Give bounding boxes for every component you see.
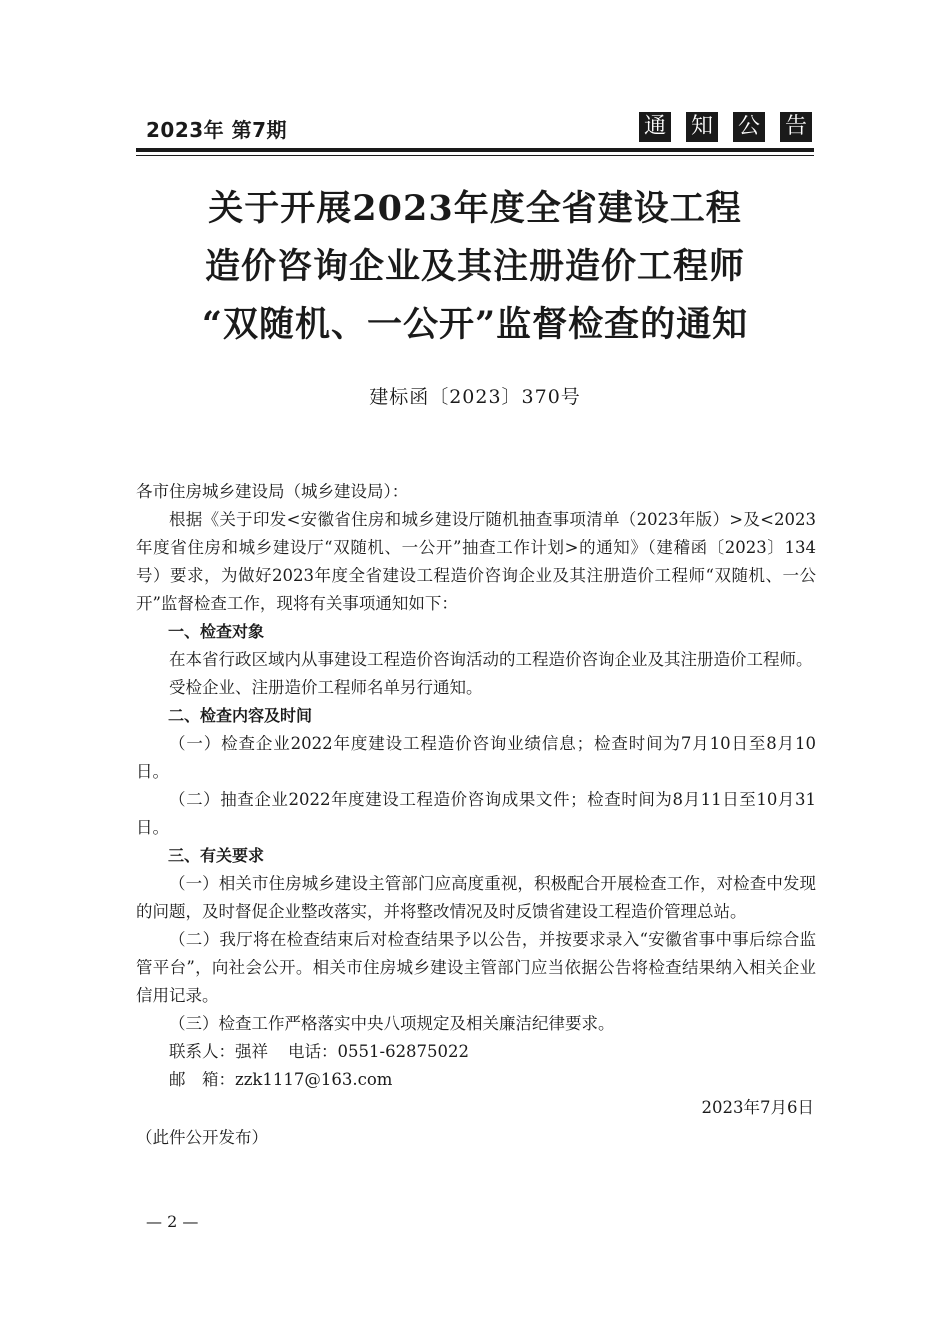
publish-note: （此件公开发布）: [136, 1128, 268, 1147]
contact-phone-label: 电话：: [288, 1042, 338, 1061]
intro-paragraph: 根据《关于印发<安徽省住房和城乡建设厅随机抽查事项清单（2023年版）>及<2023年度省住房和城乡建设厅“双随机、一公开”抽查工作计划>的通知》（建稽函〔2023〕134号）要求，为做好2023年度全省建设工程造价咨询企业及其注册造价工程师“双随机、一公开”监督检查工作，现将有关事项通知如下：: [136, 510, 816, 613]
paragraph: （三）检查工作严格落实中央八项规定及相关廉洁纪律要求。: [169, 1014, 615, 1033]
paragraph: （一）相关市住房城乡建设主管部门应高度重视，积极配合开展检查工作，对检查中发现的问题，及时督促企业整改落实，并将整改情况及时反馈省建设工程造价管理总站。: [136, 874, 816, 921]
section-heading: 二、检查内容及时间: [168, 706, 313, 725]
contact-phone: 0551-62875022: [337, 1042, 470, 1061]
section-char: 公: [733, 112, 765, 142]
header-rule-thick: [136, 148, 814, 152]
page-number: — 2 —: [146, 1212, 199, 1231]
title-line: 造价咨询企业及其注册造价工程师: [204, 246, 745, 287]
salutation: 各市住房城乡建设局（城乡建设局）：: [136, 482, 409, 501]
header-rule-thin: [136, 155, 814, 156]
document-title: [136, 180, 814, 354]
section-heading: 三、有关要求: [168, 846, 265, 865]
section-char: 知: [686, 112, 718, 142]
title-line: “双随机、一公开”监督检查的通知: [201, 304, 749, 345]
paragraph: （二）我厅将在检查结束后对检查结果予以公告，并按要求录入“安徽省事中事后综合监管平台”，向社会公开。相关市住房城乡建设主管部门应当依据公告将检查结果纳入相关企业信用记录。: [136, 930, 816, 1005]
contact-person-label: 联系人：: [169, 1042, 235, 1061]
paragraph: （一）检查企业2022年度建设工程造价咨询业绩信息；检查时间为7月10日至8月10日。: [136, 734, 816, 781]
email-line: [136, 1066, 816, 1094]
paragraph: （二）抽查企业2022年度建设工程造价咨询成果文件；检查时间为8月11日至10月31日。: [136, 790, 816, 837]
contact-email: zzk1117@163.com: [235, 1070, 393, 1089]
section-char: 通: [639, 112, 671, 142]
section-heading: 一、检查对象: [168, 622, 265, 641]
issue-number: 2023年 第7期: [146, 118, 288, 142]
contact-person: 强祥: [235, 1042, 268, 1061]
paragraph: 在本省行政区域内从事建设工程造价咨询活动的工程造价咨询企业及其注册造价工程师。: [169, 650, 813, 669]
contact-line: [136, 1038, 816, 1066]
title-line: 关于开展2023年度全省建设工程: [208, 188, 742, 229]
section-label: [639, 112, 812, 142]
document-number: 建标函〔2023〕370号: [369, 386, 581, 408]
paragraph: 受检企业、注册造价工程师名单另行通知。: [169, 678, 483, 697]
contact-email-label: 邮 箱：: [169, 1070, 235, 1089]
issue-date: 2023年7月6日: [701, 1098, 814, 1117]
document-body: [136, 478, 816, 1152]
section-char: 告: [780, 112, 812, 142]
